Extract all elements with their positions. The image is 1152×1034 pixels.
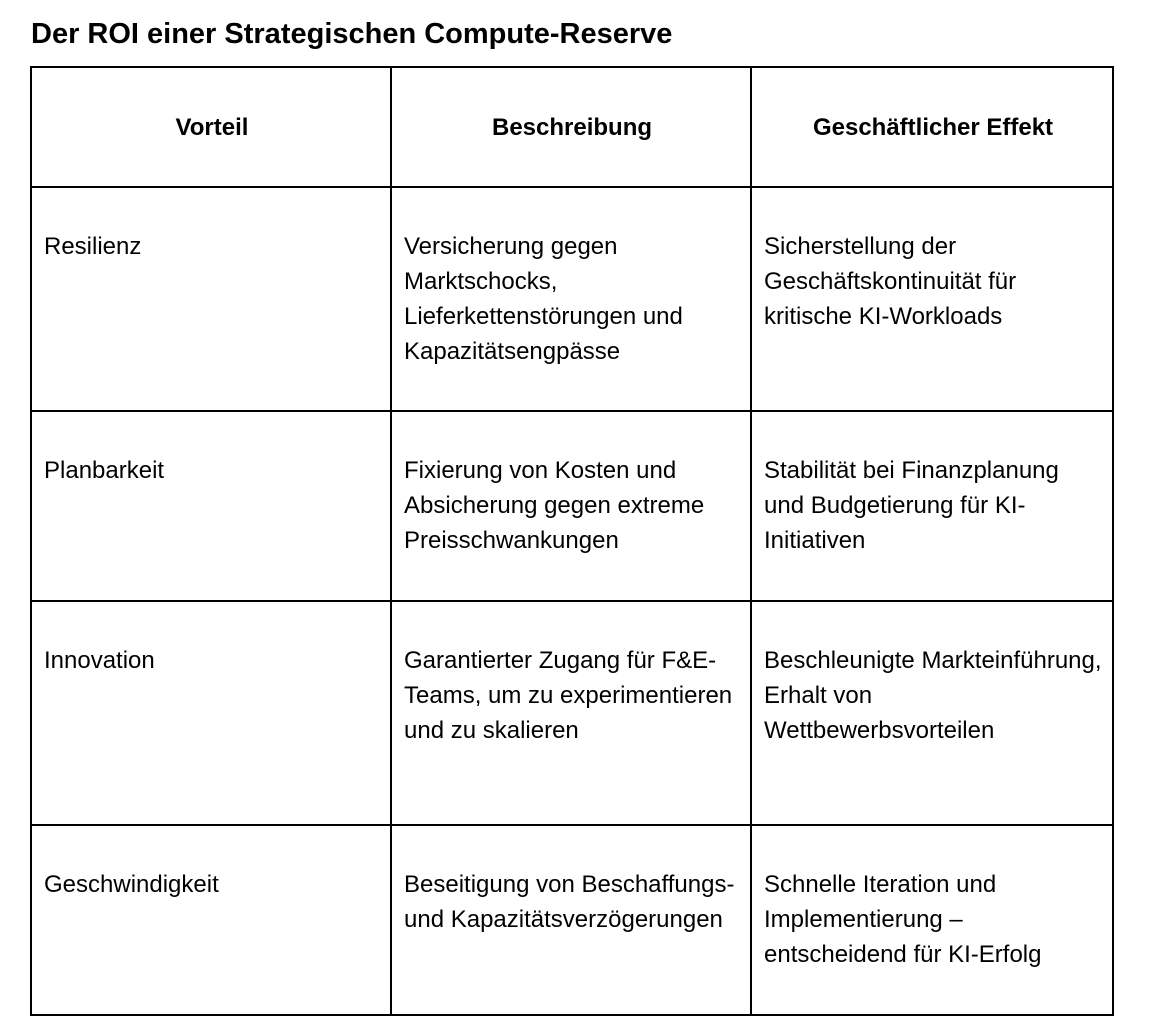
table-row	[31, 411, 1113, 601]
cell-beschreibung: Beseitigung von Beschaffungs- und Kapazitätsverzögerungen	[391, 825, 751, 1015]
cell-effekt: Beschleunigte Markteinführung, Erhalt von Wettbewerbsvorteilen	[751, 601, 1113, 825]
table-row	[31, 601, 1113, 825]
cell-effekt: Sicherstellung der Geschäftskontinuität für kritische KI-Workloads	[751, 187, 1113, 411]
cell-vorteil: Resilienz	[31, 187, 391, 411]
cell-vorteil: Geschwindigkeit	[31, 825, 391, 1015]
cell-vorteil: Planbarkeit	[31, 411, 391, 601]
cell-beschreibung: Garantierter Zugang für F&E-Teams, um zu experimentieren und zu skalieren	[391, 601, 751, 825]
cell-beschreibung: Versicherung gegen Marktschocks, Lieferkettenstörungen und Kapazitätsengpässe	[391, 187, 751, 411]
column-header-beschreibung: Beschreibung	[391, 67, 751, 187]
cell-effekt: Schnelle Iteration und Implementierung – entscheidend für KI-Erfolg	[751, 825, 1113, 1015]
cell-effekt: Stabilität bei Finanzplanung und Budgetierung für KI-Initiativen	[751, 411, 1113, 601]
cell-vorteil: Innovation	[31, 601, 391, 825]
column-header-effekt: Geschäftlicher Effekt	[751, 67, 1113, 187]
roi-table	[30, 66, 1114, 1016]
page-title: Der ROI einer Strategischen Compute-Reserve	[31, 18, 673, 50]
table-row	[31, 825, 1113, 1015]
table-header-row	[31, 67, 1113, 187]
table-row	[31, 187, 1113, 411]
column-header-vorteil: Vorteil	[31, 67, 391, 187]
cell-beschreibung: Fixierung von Kosten und Absicherung gegen extreme Preisschwankungen	[391, 411, 751, 601]
